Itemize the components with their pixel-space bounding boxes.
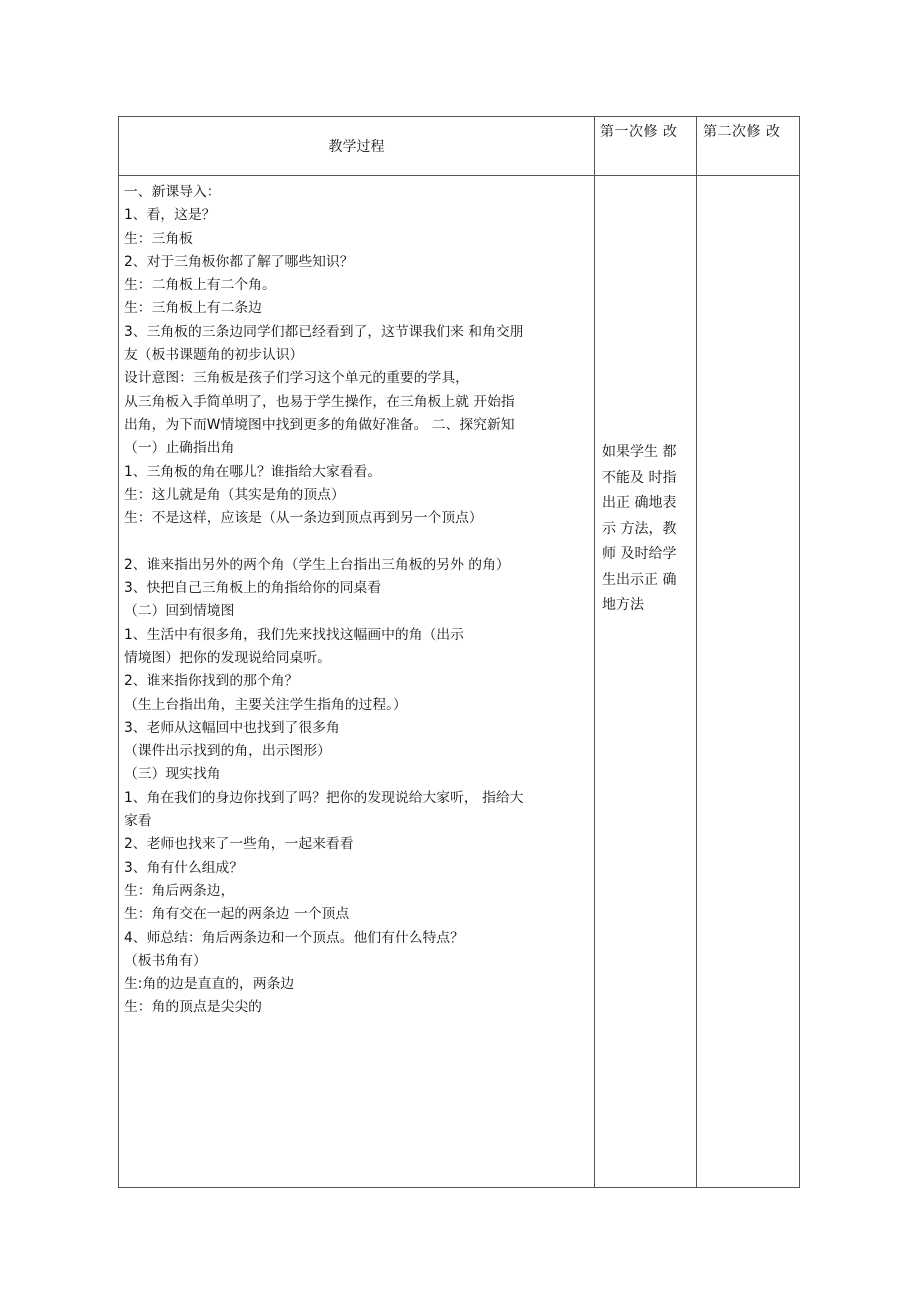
content-line: 生：角的顶点是尖尖的: [124, 999, 262, 1016]
content-line: 一、新课导入：: [124, 184, 221, 200]
content-line: 1、生活中有很多角，我们先来找找这幅画中的角（出示: [124, 626, 464, 643]
content-line: （二）回到情境图: [124, 603, 235, 620]
revision-note-line: 地方法: [602, 597, 644, 613]
content-line: 友（板书课题角的初步认识）: [124, 347, 304, 364]
column-divider-2: [696, 117, 697, 1187]
teaching-process-content: [124, 181, 596, 1020]
header-teaching-process: [119, 117, 594, 175]
first-revision-note: [602, 440, 698, 619]
content-line: 2、老师也找来了一些角，一起来看看: [124, 836, 354, 853]
revision-note-line: 示 方法，教: [602, 520, 677, 537]
content-line: 从三角板入手简单明了，也易于学生操作，在三角板上就 开始指: [124, 393, 515, 410]
revision-note-line: 师 及时给学: [602, 546, 677, 562]
content-line: （一）止确指出角: [124, 440, 235, 457]
content-line: 生：三角板: [124, 230, 193, 247]
lesson-table: [118, 116, 800, 1188]
content-line: 生：二角板上有二个角。: [124, 277, 276, 294]
content-line: 3、角有什么组成？: [124, 859, 244, 876]
content-line: 设计意图：三角板是孩子们学习这个单元的重要的学具，: [124, 370, 469, 387]
content-line: 出角，为下而W情境图中找到更多的角做好准备。 二、探究新知: [124, 416, 515, 433]
content-line: 3、老师从这幅回中也找到了很多角: [124, 719, 340, 736]
content-line: 3、快把自己三角板上的角指给你的同桌看: [124, 580, 382, 597]
content-line: 2、谁来指你找到的那个角？: [124, 673, 299, 690]
content-line: 2、谁来指出另外的两个角（学生上台指出三角板的另外 的角）: [124, 556, 510, 573]
content-line: 生：这儿就是角（其实是角的顶点）: [124, 486, 345, 503]
header-first-revision: 第一次修 改: [600, 124, 678, 140]
content-line: （三）现实找角: [124, 766, 221, 783]
content-line: 生：角有交在一起的两条边 一个顶点: [124, 906, 350, 923]
content-line: 3、三角板的三条边同学们都已经看到了，这节课我们来 和角交朋: [124, 323, 524, 340]
content-line: 生：角后两条边，: [124, 882, 235, 899]
content-line: （生上台指出角，主要关注学生指角的过程。）: [124, 696, 407, 713]
content-line: 情境图）把你的发现说给同桌听。: [124, 649, 331, 666]
content-line: 2、对于三角板你都了解了哪些知识？: [124, 253, 354, 270]
content-line: 家看: [124, 813, 152, 830]
revision-note-line: 不能及 时指: [602, 469, 677, 486]
content-line: 1、角在我们的身边你找到了吗？把你的发现说给大家听， 指给大: [124, 789, 524, 806]
content-line: （课件出示找到的角，出示图形）: [124, 743, 331, 760]
header-divider: [119, 175, 799, 176]
content-line: 生：三角板上有二条边: [124, 300, 262, 317]
revision-note-line: 如果学生 都: [602, 444, 677, 460]
content-line: 生：不是这样，应该是（从一条边到顶点再到另一个顶点）: [124, 510, 483, 527]
content-line: 生:角的边是直直的，两条边: [124, 976, 295, 993]
content-line: （板书角有）: [124, 952, 207, 969]
header-teaching-process-label: 教学过程: [328, 139, 385, 155]
content-line: 1、看，这是？: [124, 207, 216, 224]
content-line: 4、师总结：角后两条边和一个顶点。他们有什么特点？: [124, 929, 464, 946]
content-line: 1、三角板的角在哪儿？谁指给大家看看。: [124, 463, 382, 480]
header-second-revision: 第二次修 改: [703, 124, 781, 140]
content-line: [124, 530, 596, 553]
revision-note-line: 生出示正 确: [602, 571, 677, 588]
revision-note-line: 出正 确地表: [602, 495, 677, 511]
